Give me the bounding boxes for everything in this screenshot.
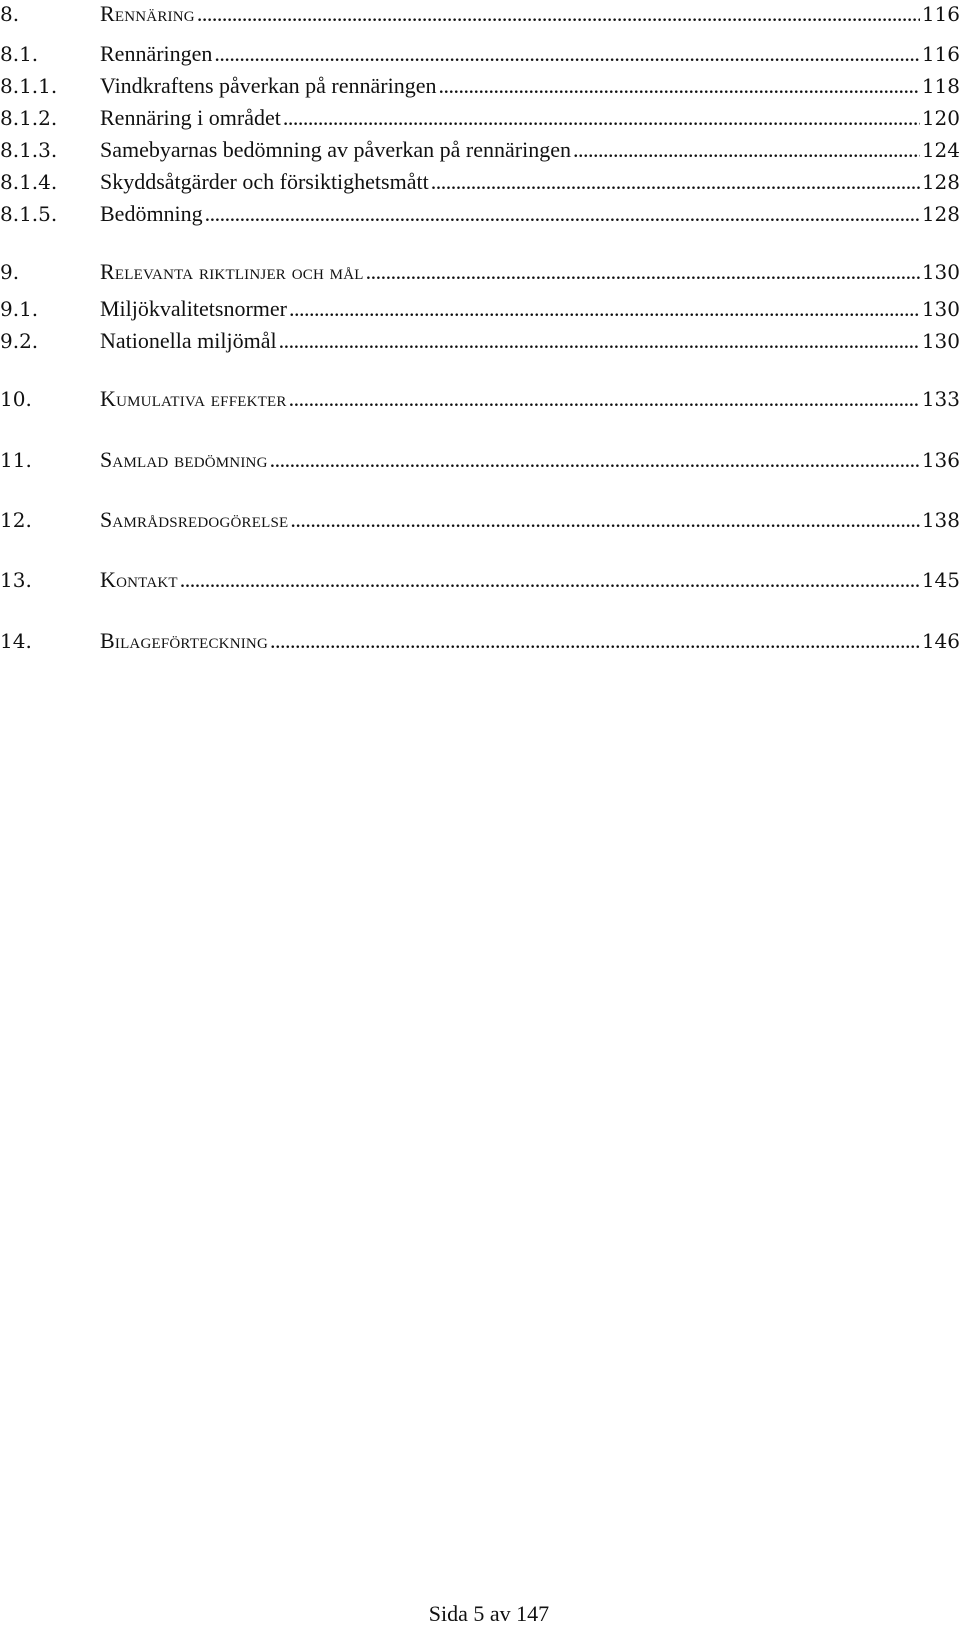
toc-number: 12. xyxy=(0,508,32,532)
toc-page: 136 xyxy=(921,448,960,472)
leader-dots xyxy=(438,72,919,100)
toc-page: 130 xyxy=(921,329,960,353)
toc-page: 118 xyxy=(921,74,960,98)
toc-entry-9-1[interactable] xyxy=(0,295,960,331)
toc-title: Miljökvalitetsnormer xyxy=(100,296,287,321)
toc-page: 128 xyxy=(921,170,960,194)
leader-dots xyxy=(270,627,920,655)
toc-number: 8.1. xyxy=(0,42,39,66)
toc-entry-12[interactable] xyxy=(0,506,960,542)
toc-title: Bedömning xyxy=(100,201,203,226)
toc-number: 8.1.2. xyxy=(0,106,58,130)
toc-entry-8[interactable] xyxy=(0,0,960,36)
toc-page: 128 xyxy=(921,202,960,226)
leader-dots xyxy=(214,40,919,68)
leader-dots xyxy=(270,446,920,474)
toc-number: 9.1. xyxy=(0,297,39,321)
leader-dots xyxy=(289,295,920,323)
leader-dots xyxy=(366,258,920,286)
toc-entry-11[interactable] xyxy=(0,446,960,482)
toc-title: Bilageförteckning xyxy=(100,628,268,653)
toc-number: 8.1.4. xyxy=(0,170,58,194)
leader-dots xyxy=(197,0,920,28)
toc-entry-13[interactable] xyxy=(0,566,960,602)
toc-number: 11. xyxy=(0,448,32,472)
toc-page: 133 xyxy=(921,387,960,411)
toc-number: 8. xyxy=(0,2,20,26)
toc-entry-9-2[interactable] xyxy=(0,327,960,363)
toc-page: 146 xyxy=(921,629,960,653)
toc-number: 10. xyxy=(0,387,32,411)
toc-entry-8-1-2[interactable] xyxy=(0,104,960,140)
toc-page: 130 xyxy=(921,260,960,284)
toc-page: 120 xyxy=(921,106,960,130)
toc-page: 130 xyxy=(921,297,960,321)
toc-title: Samebyarnas bedömning av påverkan på rennäringen xyxy=(100,137,571,162)
toc-number: 14. xyxy=(0,629,32,653)
toc-entry-8-1-4[interactable] xyxy=(0,168,960,204)
toc-page: 145 xyxy=(921,568,960,592)
toc-number: 13. xyxy=(0,568,32,592)
toc-number: 8.1.3. xyxy=(0,138,58,162)
toc-title: Relevanta riktlinjer och mål xyxy=(100,259,364,284)
toc-page: 116 xyxy=(921,2,960,26)
toc-entry-14[interactable] xyxy=(0,627,960,663)
toc-entry-8-1[interactable] xyxy=(0,40,960,76)
leader-dots xyxy=(290,506,919,534)
leader-dots xyxy=(180,566,920,594)
leader-dots xyxy=(205,200,920,228)
leader-dots xyxy=(289,385,920,413)
toc-number: 8.1.1. xyxy=(0,74,58,98)
page-number-label: Sida 5 av 147 xyxy=(428,1601,550,1626)
leader-dots xyxy=(279,327,920,355)
toc-entry-9[interactable] xyxy=(0,258,960,294)
toc-page: 116 xyxy=(921,42,960,66)
toc-number: 9. xyxy=(0,260,20,284)
toc-title: Skyddsåtgärder och försiktighetsmått xyxy=(100,169,429,194)
toc-page: 124 xyxy=(921,138,960,162)
toc-entry-8-1-5[interactable] xyxy=(0,200,960,236)
toc-number: 9.2. xyxy=(0,329,39,353)
toc-title: Rennäringen xyxy=(100,41,213,66)
toc-entry-8-1-1[interactable] xyxy=(0,72,960,108)
toc-title: Kontakt xyxy=(100,567,178,592)
toc-title: Vindkraftens påverkan på rennäringen xyxy=(100,73,437,98)
toc-page: 138 xyxy=(921,508,960,532)
toc-title: Kumulativa effekter xyxy=(100,386,287,411)
leader-dots xyxy=(573,136,920,164)
toc-entry-8-1-3[interactable] xyxy=(0,136,960,172)
leader-dots xyxy=(431,168,920,196)
toc-number: 8.1.5. xyxy=(0,202,58,226)
toc-title: Samrådsredogörelse xyxy=(100,507,289,532)
leader-dots xyxy=(283,104,920,132)
toc-title: Rennäring i området xyxy=(100,105,281,130)
toc-entry-10[interactable] xyxy=(0,385,960,421)
toc-title: Rennäring xyxy=(100,1,195,26)
toc-title: Samlad bedömning xyxy=(100,447,268,472)
toc-title: Nationella miljömål xyxy=(100,328,277,353)
page-footer xyxy=(0,1600,960,1628)
